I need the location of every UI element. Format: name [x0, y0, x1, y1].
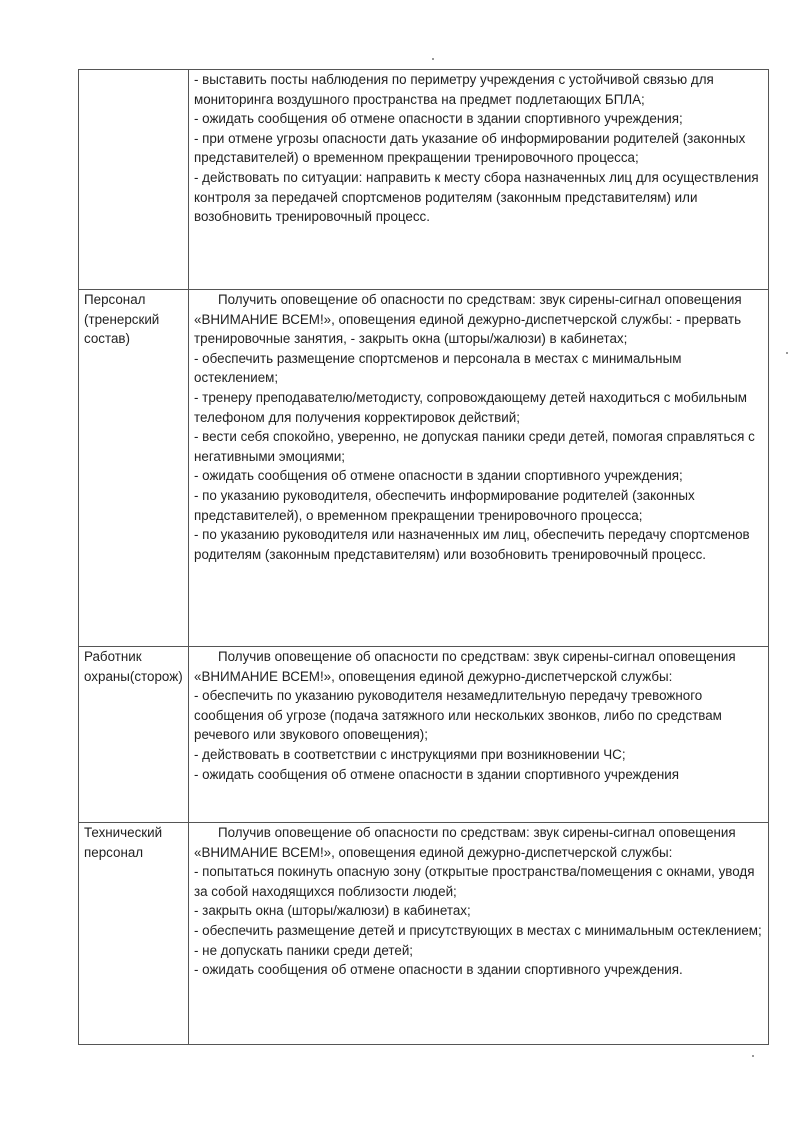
action-item: - ожидать сообщения об отмене опасности в здании спортивного учреждения. [194, 962, 683, 978]
scan-speck [752, 1055, 754, 1057]
action-item: - обеспечить по указанию руководителя незамедлительную передачу тревожного сообщения об угрозе (подача затяжного или нескольких звонков, либо по средствам речевого или звукового оповещения); [194, 688, 722, 743]
table-row [79, 647, 769, 823]
action-intro: Получив оповещение об опасности по средствам: звук сирены-сигнал оповещения «ВНИМАНИЕ ВСЕМ!», оповещения единой дежурно-диспетчерской службы: [194, 649, 736, 684]
actions-cell [189, 290, 769, 647]
table-row [79, 70, 769, 290]
action-item: - действовать в соответствии с инструкциями при возникновении ЧС; [194, 746, 626, 762]
action-item: - обеспечить размещение спортсменов и персонала в местах с минимальным остеклением; [194, 350, 682, 386]
action-item: - тренеру преподавателю/методисту, сопровождающему детей находиться с мобильным телефоном для получения корректировок действий; [194, 389, 747, 425]
action-item: - не допускать паники среди детей; [194, 942, 414, 958]
table-row [79, 823, 769, 1045]
scan-speck [432, 58, 434, 60]
action-item: - вести себя спокойно, уверенно, не допуская паники среди детей, помогая справляться с негативными эмоциями; [194, 429, 755, 464]
role-cell: Работник охраны(сторож) [79, 647, 189, 823]
action-item: - попытаться покинуть опасную зону (открытые пространства/помещения с окнами, уводя за собой находящихся поблизости людей; [194, 864, 755, 899]
action-intro: Получить оповещение об опасности по средствам: звук сирены-сигнал оповещения «ВНИМАНИЕ ВСЕМ!», оповещения единой дежурно-диспетчерской службы: - прервать тренировочные занятия, - закрыть окна (шторы/жалюзи) в кабинетах; [194, 292, 742, 347]
action-item: - ожидать сообщения об отмене опасности в здании спортивного учреждения; [194, 468, 683, 484]
role-cell [79, 70, 189, 290]
action-item: - закрыть окна (шторы/жалюзи) в кабинетах; [194, 903, 471, 919]
action-item: - выставить посты наблюдения по периметру учреждения с устойчивой связью для мониторинга воздушного пространства на предмет подлетающих БПЛА; [194, 72, 714, 107]
actions-cell [189, 647, 769, 823]
scan-speck [786, 352, 788, 354]
role-cell: Персонал (тренерский состав) [79, 290, 189, 647]
actions-table [78, 69, 769, 1045]
table-row [79, 290, 769, 647]
action-item: - при отмене угрозы опасности дать указание об информировании родителей (законных представителей) о временном прекращении тренировочного процесса; [194, 130, 746, 166]
action-item: - обеспечить размещение детей и присутствующих в местах с минимальным остеклением; [194, 922, 762, 938]
action-item: - действовать по ситуации: направить к месту сбора назначенных лиц для осуществления контроля за передачей спортсменов родителям (законным представителям) или возобновить тренировочный процесс. [194, 169, 759, 225]
action-intro: Получив оповещение об опасности по средствам: звук сирены-сигнал оповещения «ВНИМАНИЕ ВСЕМ!», оповещения единой дежурно-диспетчерской службы: [194, 825, 736, 860]
role-cell: Технический персонал [79, 823, 189, 1045]
action-item: - по указанию руководителя, обеспечить информирование родителей (законных представителей), о временном прекращении тренировочного процесса; [194, 487, 695, 523]
action-item: - ожидать сообщения об отмене опасности в здании спортивного учреждения [194, 766, 679, 782]
action-item: - ожидать сообщения об отмене опасности в здании спортивного учреждения; [194, 111, 683, 127]
action-item: - по указанию руководителя или назначенных им лиц, обеспечить передачу спортсменов родителям (законным представителям) или возобновить тренировочный процесс. [194, 527, 750, 562]
actions-cell [189, 823, 769, 1045]
actions-cell [189, 70, 769, 290]
